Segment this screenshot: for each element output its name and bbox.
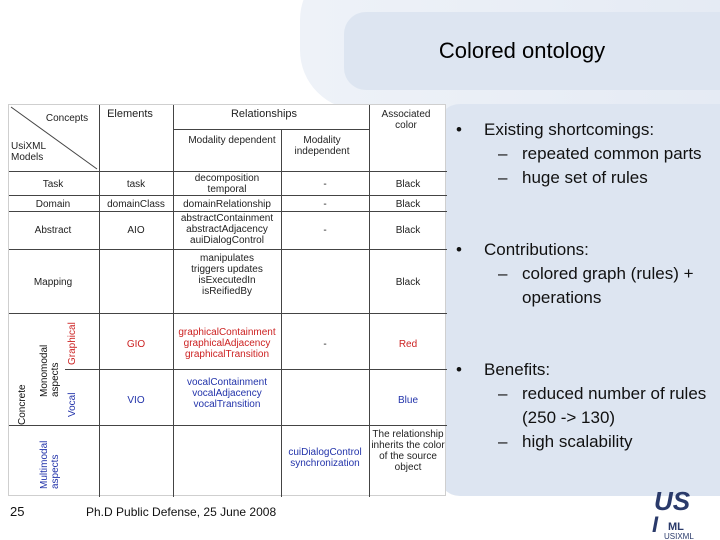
row-task-color: Black <box>395 179 421 190</box>
sub-bullet-text: high scalability <box>522 432 633 451</box>
grid-line <box>9 211 447 212</box>
sub-bullet-text: reduced number of rules (250 -> 130) <box>522 384 707 427</box>
bullet-dot: • <box>456 120 462 139</box>
bullet-contributions <box>452 238 714 310</box>
grid-line <box>173 105 174 497</box>
grid-line <box>9 249 447 250</box>
slide-title: Colored ontology <box>438 38 606 63</box>
row-domain-element: domainClass <box>107 199 165 210</box>
grid-line <box>281 129 282 497</box>
row-task-element: task <box>126 179 146 190</box>
sub-bullet-text: huge set of rules <box>522 168 648 187</box>
bullet-dot: • <box>456 240 462 259</box>
svg-text:ML: ML <box>668 521 684 533</box>
sub-bullet: – huge set of rules <box>498 168 648 187</box>
sub-bullet-text: colored graph (rules) + operations <box>522 264 694 307</box>
grid-line <box>65 369 447 370</box>
vertical-label-multimodal: Multimodal aspects <box>39 440 61 489</box>
row-task-dependent: decomposition temporal <box>194 173 260 195</box>
vertical-label-graphical: Graphical <box>67 322 78 365</box>
row-vocal-dependent: vocalContainment vocalAdjacency vocalTransition <box>186 377 268 410</box>
grid-line <box>9 313 447 314</box>
header-models: UsiXML Models <box>11 141 46 163</box>
row-abstract-independent: - <box>323 225 327 236</box>
row-mapping-color: Black <box>395 277 421 288</box>
page-number: 25 <box>10 504 25 519</box>
row-vocal-element: VIO <box>127 395 145 406</box>
header-concepts: Concepts <box>45 113 89 124</box>
bullet-shortcomings <box>452 118 714 190</box>
usixml-logo <box>650 484 720 540</box>
bullet-benefits <box>452 358 714 454</box>
row-domain-dependent: domainRelationship <box>183 199 271 210</box>
row-mapping-dependent: manipulates triggers updates isExecutedIn isReifiedBy <box>191 253 263 297</box>
row-graphical-dependent: graphicalContainment graphicalAdjacency graphicalTransition <box>178 327 276 360</box>
header-elements: Elements <box>107 108 153 120</box>
row-multimodal-color: The relationship inherits the color of the source object <box>371 429 445 473</box>
grid-line <box>9 425 447 426</box>
grid-line <box>9 195 447 196</box>
footer-text: Ph.D Public Defense, 25 June 2008 <box>86 505 277 519</box>
grid-line <box>173 129 369 130</box>
sub-bullet: – reduced number of rules (250 -> 130) <box>498 384 707 427</box>
vertical-label-concrete: Concrete <box>17 384 28 425</box>
bullet-list <box>452 118 714 502</box>
row-domain-color: Black <box>395 199 421 210</box>
row-task-label: Task <box>42 179 64 190</box>
sub-bullet: – colored graph (rules) + operations <box>498 264 694 307</box>
ontology-table <box>8 104 446 496</box>
svg-text:US: US <box>654 486 691 516</box>
bullet-text: Contributions: <box>484 240 589 259</box>
header-relationships: Relationships <box>230 108 298 120</box>
bullet-text: Existing shortcomings: <box>484 120 655 139</box>
svg-text:I: I <box>652 512 659 537</box>
row-vocal-color: Blue <box>397 395 418 406</box>
sub-bullet: – repeated common parts <box>498 144 702 163</box>
row-abstract-color: Black <box>395 225 421 236</box>
row-abstract-element: AIO <box>127 225 145 236</box>
sub-bullet: – high scalability <box>498 432 633 451</box>
row-task-independent: - <box>323 179 327 190</box>
row-graphical-color: Red <box>398 339 418 350</box>
header-associated-color: Associated color <box>381 109 431 131</box>
logo-text: USIXML <box>664 532 694 540</box>
grid-line <box>369 105 370 497</box>
vertical-label-vocal: Vocal <box>67 392 78 417</box>
row-mapping-label: Mapping <box>33 277 73 288</box>
grid-line <box>99 105 100 497</box>
row-graphical-element: GIO <box>126 339 146 350</box>
sub-bullet-text: repeated common parts <box>522 144 702 163</box>
row-domain-label: Domain <box>35 199 71 210</box>
row-multimodal-independent: cuiDialogControl synchronization <box>288 447 362 469</box>
row-domain-independent: - <box>323 199 327 210</box>
bullet-text: Benefits: <box>484 360 551 379</box>
bullet-dot: • <box>456 360 462 379</box>
grid-line <box>9 171 447 172</box>
vertical-label-monomodal: Monomodal aspects <box>39 344 61 397</box>
header-modality-independent: Modality independent <box>294 135 350 157</box>
row-graphical-independent: - <box>323 339 327 350</box>
row-abstract-label: Abstract <box>34 225 72 236</box>
row-abstract-dependent: abstractContainment abstractAdjacency auiDialogControl <box>180 213 274 246</box>
header-modality-dependent: Modality dependent <box>188 135 276 146</box>
